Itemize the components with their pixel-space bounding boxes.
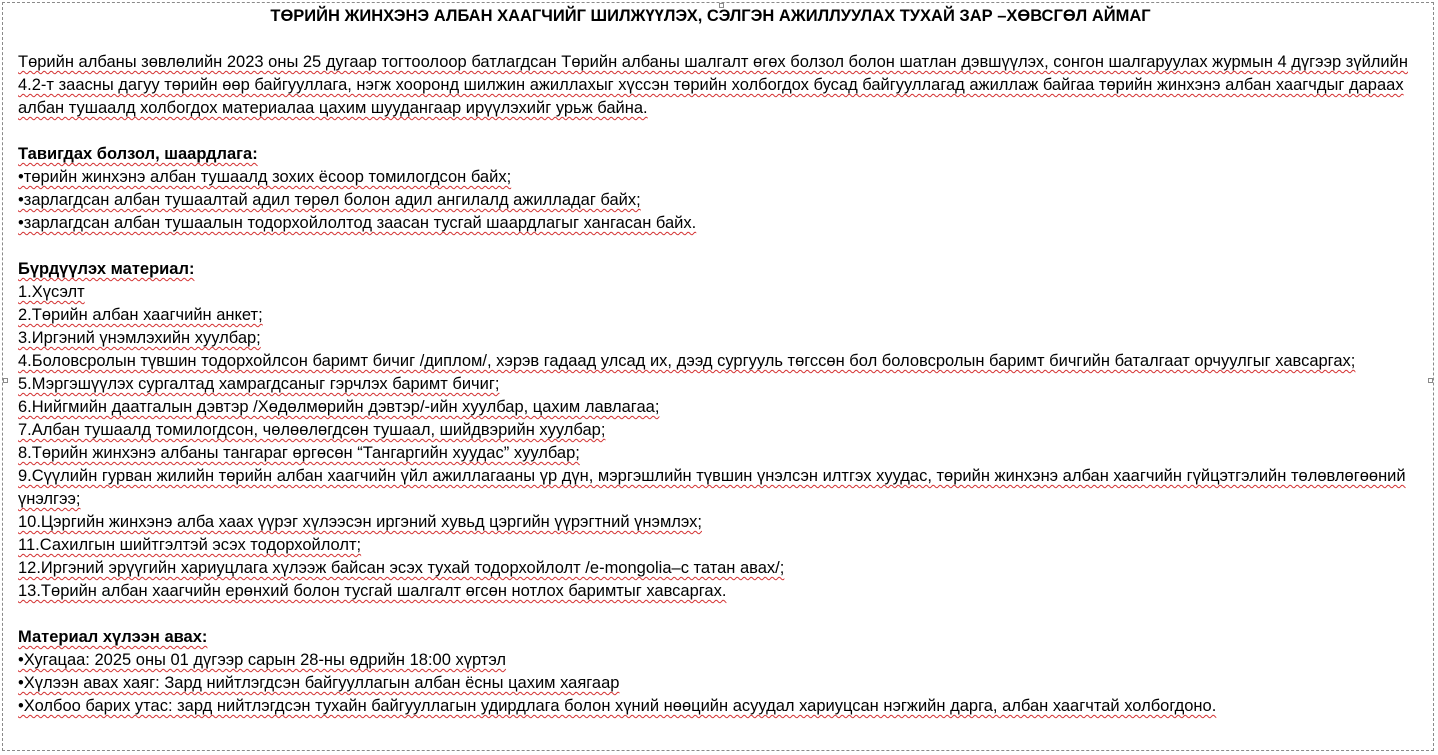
material-item: 1.Хүсэлт: [18, 283, 85, 301]
material-item: 10.Цэргийн жинхэнэ алба хаах үүрэг хүлээсэн иргэний хувьд цэргийн үүрэгтний үнэмлэх;: [18, 513, 702, 531]
document-title: ТӨРИЙН ЖИНХЭНЭ АЛБАН ХААГЧИЙГ ШИЛЖҮҮЛЭХ, СЭЛГЭН АЖИЛЛУУЛАХ ТУХАЙ ЗАР –ХӨВСГӨЛ АЙМАГ: [270, 7, 1151, 25]
material-item: 5.Мэргэшүүлэх сургалтад хамрагдсаныг гэрчлэх баримт бичиг;: [18, 375, 500, 393]
material-item: 9.Сүүлийн гурван жилийн төрийн албан хаагчийн үйл ажиллагааны үр дүн, мэргэшлийн түвшин үнэлсэн илтгэх хуудас, төрийн жинхэнэ албан хаагчийн гүйцэтгэлийн төлөвлөгөөний үнэлгээ;: [18, 467, 1406, 508]
material-item: 3.Иргэний үнэмлэхийн хуулбар;: [18, 329, 261, 347]
submission-address: •Хүлээн авах хаяг: Зард нийтлэгдсэн байгууллагын албан ёсны цахим хаягаар: [18, 674, 620, 692]
requirement-item: •зарлагдсан албан тушаалын тодорхойлолтод заасан тусгай шаардлагыг хангасан байх.: [18, 214, 697, 232]
blank-line: [18, 603, 1423, 626]
requirement-item: •зарлагдсан албан тушаалтай адил төрөл болон адил ангилалд ажилладаг байх;: [18, 191, 641, 209]
material-item: 4.Боловсролын түвшин тодорхойлсон баримт бичиг /диплом/, хэрэв гадаад улсад их, дээд сургууль төгссөн бол боловсролын баримт бичгийн баталгаат орчуулгыг хавсаргах;: [18, 352, 1356, 370]
material-item: 6.Нийгмийн даатгалын дэвтэр /Хөдөлмөрийн дэвтэр/-ийн хуулбар, цахим лавлагаа;: [18, 398, 660, 416]
material-item: 12.Иргэний эрүүгийн хариуцлага хүлээж байсан эсэх тухай тодорхойлолт /e-mongolia–с татан авах/;: [18, 559, 785, 577]
material-item: 11.Сахилгын шийтгэлтэй эсэх тодорхойлолт;: [18, 536, 362, 554]
resize-handle-right[interactable]: [1428, 378, 1433, 383]
requirements-heading: Тавигдах болзол, шаардлага:: [18, 145, 258, 163]
intro-paragraph: Төрийн албаны зөвлөлийн 2023 оны 25 дугаар тогтоолоор батлагдсан Төрийн албаны шалгалт өгөх болзол болон шатлан дэвшүүлэх, сонгон шалгаруулах журмын 4 дүгээр зүйлийн 4.2-т заасны дагуу төрийн өөр байгууллага, нэгж хооронд шилжин ажиллахыг хүссэн төрийн холбогдох бусад байгууллагад ажиллаж байгаа төрийн жинхэнэ албан хаагчдыг дараах албан тушаалд холбогдох материалаа цахим шуудангаар ирүүлэхийг урьж байна.: [18, 53, 1408, 117]
material-item: 13.Төрийн албан хаагчийн ерөнхий болон тусгай шалгалт өгсөн нотлох баримтыг хавсаргах.: [18, 582, 727, 600]
material-item: 8.Төрийн жинхэнэ албаны тангараг өргөсөн “Тангаргийн хуудас” хуулбар;: [18, 444, 580, 462]
submission-deadline: •Хугацаа: 2025 оны 01 дүгээр сарын 28-ны өдрийн 18:00 хүртэл: [18, 651, 507, 669]
blank-line: [18, 235, 1423, 258]
materials-heading: Бүрдүүлэх материал:: [18, 260, 195, 278]
resize-handle-left[interactable]: [3, 378, 8, 383]
material-item: 7.Албан тушаалд томилогдсон, чөлөөлөгдсөн тушаал, шийдвэрийн хуулбар;: [18, 421, 606, 439]
material-item: 2.Төрийн албан хаагчийн анкет;: [18, 306, 263, 324]
document-body: [18, 5, 1423, 718]
materials-list: [18, 281, 1423, 603]
requirements-list: [18, 166, 1423, 235]
blank-line: [18, 28, 1423, 51]
submission-contact: •Холбоо барих утас: зард нийтлэгдсэн тухайн байгууллагын удирдлага болон хүний нөөцийн асуудал хариуцсан нэгжийн дарга, албан хаагчтай холбогдоно.: [18, 697, 1217, 715]
submission-heading: Материал хүлээн авах:: [18, 628, 208, 646]
blank-line: [18, 120, 1423, 143]
requirement-item: •төрийн жинхэнэ албан тушаалд зохих ёсоор томилогдсон байх;: [18, 168, 512, 186]
